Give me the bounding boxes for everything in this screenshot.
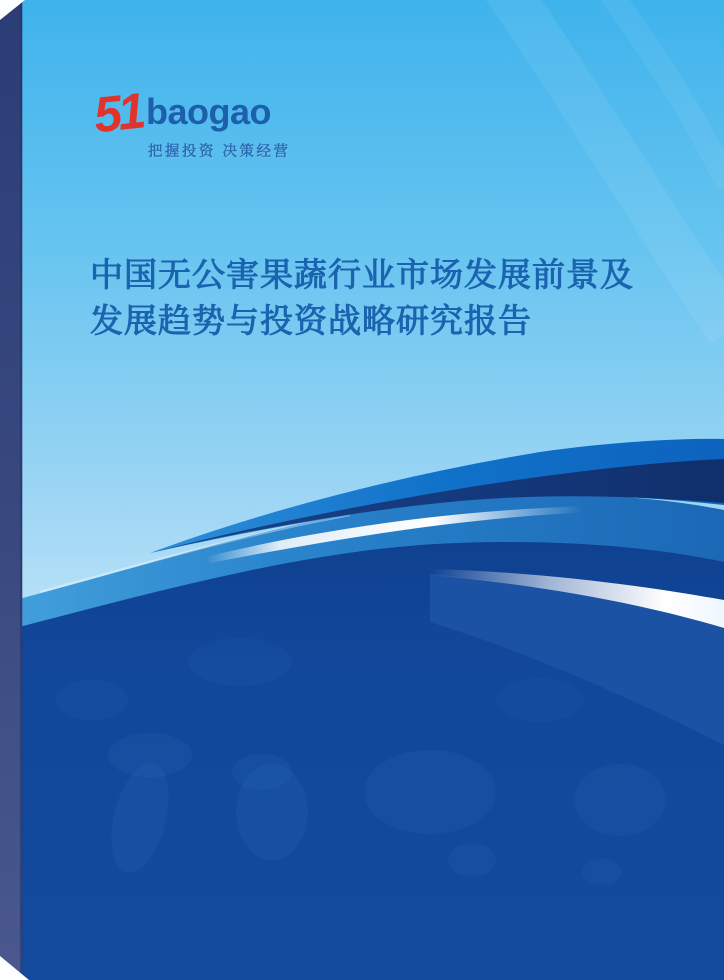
logo-51-mark: 51: [91, 82, 145, 144]
logo-wordmark: baogao: [146, 91, 272, 132]
brand-logo: [91, 82, 322, 166]
report-title-line-1: 中国无公害果蔬行业市场发展前景及: [90, 256, 634, 293]
logo-tagline: 把握投资 决策经营: [148, 144, 291, 160]
report-title: [90, 252, 690, 344]
report-title-line-2: 发展趋势与投资战略研究报告: [90, 302, 532, 339]
